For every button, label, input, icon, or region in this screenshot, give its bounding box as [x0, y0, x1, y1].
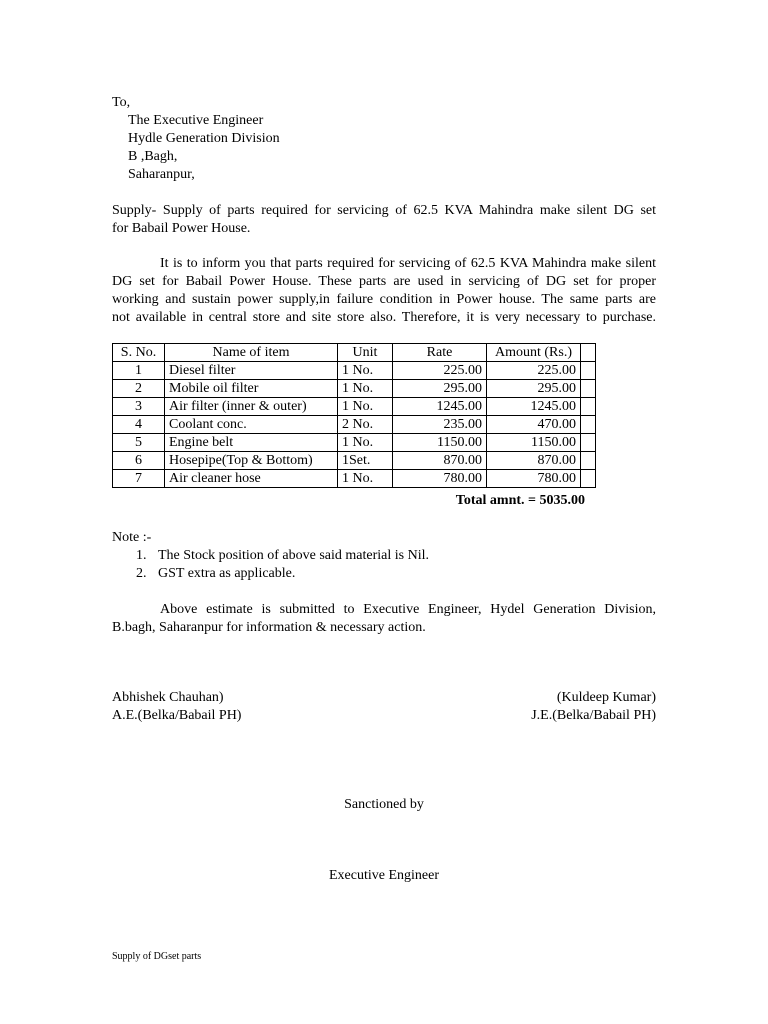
sanction-authority: Executive Engineer [328, 868, 439, 883]
page-footer: Supply of DGset parts [112, 951, 202, 962]
cell-unit: 2 No. [338, 416, 393, 434]
cell-blank [581, 380, 596, 398]
address-line-3: B ,Bagh, [128, 149, 178, 164]
cell-amount: 1245.00 [487, 398, 581, 416]
cell-amount: 780.00 [487, 470, 581, 488]
body-line-4: not available in central store and site store also. Therefore, it is very necessary to purchase. [112, 310, 656, 325]
cell-blank [581, 434, 596, 452]
note-item-2: GST extra as applicable. [158, 566, 296, 581]
cell-rate: 780.00 [393, 470, 487, 488]
cell-unit: 1 No. [338, 380, 393, 398]
signatory-left-title: A.E.(Belka/Babail PH) [112, 708, 242, 723]
cell-name: Hosepipe(Top & Bottom) [165, 452, 338, 470]
cell-sno: 6 [113, 452, 165, 470]
header-blank [581, 344, 596, 362]
cell-name: Diesel filter [165, 362, 338, 380]
subject-line-2: for Babail Power House. [112, 221, 251, 236]
cell-rate: 870.00 [393, 452, 487, 470]
note-heading: Note :- [112, 530, 152, 545]
cell-name: Engine belt [165, 434, 338, 452]
closing-line-2: B.bagh, Saharanpur for information & necessary action. [112, 620, 426, 635]
address-line-1: The Executive Engineer [128, 113, 264, 128]
cell-amount: 225.00 [487, 362, 581, 380]
body-paragraph [112, 255, 656, 327]
address-to: To, [112, 95, 131, 110]
cell-name: Mobile oil filter [165, 380, 338, 398]
body-line-3: working and sustain power supply,in failure condition in Power house. The same parts are [112, 292, 656, 307]
header-rate: Rate [393, 344, 487, 362]
address-line-2: Hydle Generation Division [128, 131, 280, 146]
table-row [113, 434, 596, 452]
table-row [113, 416, 596, 434]
cell-name: Air filter (inner & outer) [165, 398, 338, 416]
total-amount: Total amnt. = 5035.00 [455, 493, 585, 508]
cell-blank [581, 362, 596, 380]
sanctioned-by: Sanctioned by [344, 797, 424, 812]
signatory-right-name: (Kuldeep Kumar) [556, 690, 656, 705]
cell-amount: 1150.00 [487, 434, 581, 452]
cell-rate: 1150.00 [393, 434, 487, 452]
cell-sno: 7 [113, 470, 165, 488]
cell-rate: 225.00 [393, 362, 487, 380]
cell-sno: 3 [113, 398, 165, 416]
table-row [113, 380, 596, 398]
header-name: Name of item [165, 344, 338, 362]
closing-paragraph [112, 601, 656, 637]
cell-blank [581, 452, 596, 470]
cell-sno: 4 [113, 416, 165, 434]
cell-amount: 470.00 [487, 416, 581, 434]
cell-amount: 870.00 [487, 452, 581, 470]
address-line-4: Saharanpur, [128, 167, 195, 182]
note-item-1: The Stock position of above said material is Nil. [158, 548, 430, 563]
subject [112, 202, 656, 238]
cell-blank [581, 398, 596, 416]
cell-sno: 2 [113, 380, 165, 398]
table-row [113, 452, 596, 470]
cell-unit: 1 No. [338, 398, 393, 416]
header-amount: Amount (Rs.) [487, 344, 581, 362]
items-table [112, 343, 596, 488]
cell-unit: 1 No. [338, 434, 393, 452]
cell-sno: 1 [113, 362, 165, 380]
signatory-right-title: J.E.(Belka/Babail PH) [531, 708, 656, 723]
cell-unit: 1 No. [338, 362, 393, 380]
cell-name: Air cleaner hose [165, 470, 338, 488]
cell-blank [581, 470, 596, 488]
cell-rate: 1245.00 [393, 398, 487, 416]
cell-rate: 235.00 [393, 416, 487, 434]
body-line-1: It is to inform you that parts required for servicing of 62.5 KVA Mahindra make silent [160, 256, 656, 271]
header-sno: S. No. [113, 344, 165, 362]
signatory-left-name: Abhishek Chauhan) [112, 690, 224, 705]
cell-blank [581, 416, 596, 434]
table-row [113, 362, 596, 380]
subject-line-1: Supply- Supply of parts required for servicing of 62.5 KVA Mahindra make silent DG set [112, 203, 656, 218]
closing-line-1: Above estimate is submitted to Executive Engineer, Hydel Generation Division, [160, 602, 656, 617]
note-number-2: 2. [136, 566, 147, 581]
cell-rate: 295.00 [393, 380, 487, 398]
cell-sno: 5 [113, 434, 165, 452]
table-row [113, 398, 596, 416]
cell-name: Coolant conc. [165, 416, 338, 434]
cell-unit: 1 No. [338, 470, 393, 488]
body-line-2: DG set for Babail Power House. These parts are used in servicing of DG set for proper [112, 274, 656, 289]
header-unit: Unit [338, 344, 393, 362]
table-header-row [113, 344, 596, 362]
note-number-1: 1. [136, 548, 147, 563]
table-row [113, 470, 596, 488]
cell-unit: 1Set. [338, 452, 393, 470]
cell-amount: 295.00 [487, 380, 581, 398]
